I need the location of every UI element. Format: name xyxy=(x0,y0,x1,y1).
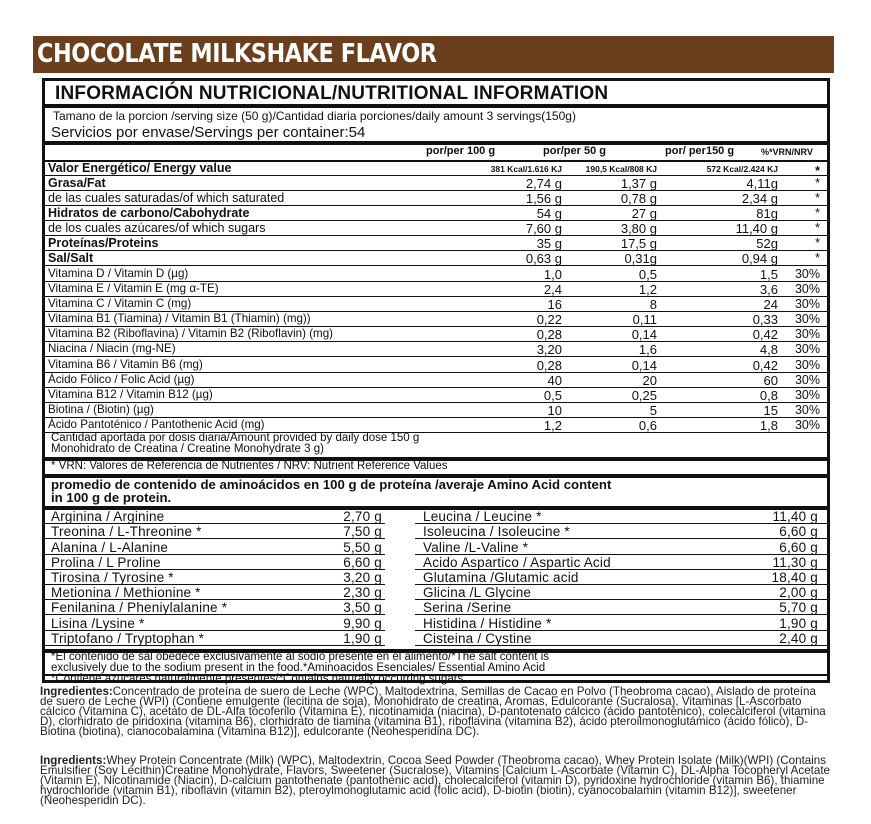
nutrient-per-100g: 0,28 xyxy=(536,327,562,342)
nutrient-per-100g: 3,20 xyxy=(536,342,562,357)
nutrient-label: Ácido Fólico / Folic Acid (µg) xyxy=(48,373,195,386)
nutrient-vrn: * xyxy=(815,176,820,190)
amino-value-right: 5,70 g xyxy=(779,600,818,615)
nutrient-vrn: * xyxy=(815,164,820,178)
nutrient-per-100g: 381 Kcal/1.616 KJ xyxy=(490,164,562,174)
nutrient-label: Grasa/Fat xyxy=(48,176,106,190)
amino-row xyxy=(48,616,824,631)
nutrient-per-150g: 1,5 xyxy=(759,267,778,282)
amino-value-left: 2,70 g xyxy=(343,509,382,524)
nutrient-vrn: 30% xyxy=(794,388,820,402)
amino-name-right: Glutamina /Glutamic acid xyxy=(423,570,579,585)
amino-name-left: Triptofano / Tryptophan * xyxy=(51,631,205,646)
amino-row xyxy=(48,585,824,600)
nutrient-per-100g: 0,22 xyxy=(536,312,562,327)
nutrient-per-50g: 17,5 g xyxy=(620,236,657,251)
salt-note-cont: exclusively due to the sodium present in the food.*Aminoacidos Esenciales/ Essential Amino Acid xyxy=(51,662,546,674)
nutrient-label: Biotina / (Biotin) (µg) xyxy=(48,403,154,416)
nutrient-per-150g: 0,33 xyxy=(752,312,778,327)
nutrient-per-50g: 0,78 g xyxy=(620,191,657,206)
nutrient-row xyxy=(48,358,824,373)
ingredients-en xyxy=(40,756,832,806)
nutrient-row xyxy=(48,221,824,236)
row-divider xyxy=(45,645,385,646)
nutrient-vrn: 30% xyxy=(794,312,820,326)
nutrient-per-100g: 35 g xyxy=(536,236,562,251)
amino-name-left: Fenilanina / Pheniylalanine * xyxy=(51,600,228,615)
nutrient-row xyxy=(48,251,824,266)
row-divider xyxy=(415,614,827,615)
header-vrn: %*VRN/NRV xyxy=(761,147,813,157)
header-per-50g: por/per 50 g xyxy=(543,145,606,157)
nutrient-per-50g: 1,2 xyxy=(638,282,657,297)
nutrient-per-150g: 2,34 g xyxy=(741,191,778,206)
nutrient-per-50g: 190,5 Kcal/808 KJ xyxy=(585,164,657,174)
amino-header-cont: in 100 g de protein. xyxy=(51,490,172,505)
amino-row xyxy=(48,570,824,585)
nutrient-per-50g: 0,25 xyxy=(631,388,657,403)
nutrient-per-100g: 1,2 xyxy=(543,418,562,433)
nutrient-row xyxy=(48,342,824,357)
nutrient-label: de las cuales saturadas/of which saturated xyxy=(48,191,285,205)
nutrient-vrn: * xyxy=(815,206,820,220)
nutrient-per-150g: 15 xyxy=(763,403,778,418)
nutrient-per-50g: 5 xyxy=(649,403,657,418)
nutrient-row xyxy=(48,312,824,327)
nutrient-label: Ácido Pantoténico / Pantothenic Acid (mg) xyxy=(48,418,265,431)
amino-name-right: Isoleucina / Isoleucine * xyxy=(423,524,570,539)
salt-note: *El contenido de sal obedece exclusivamente al sodio presente en el alimento/*The salt content is xyxy=(51,651,549,663)
nutrient-label: Vitamina B2 (Riboflavina) / Vitamin B2 (Riboflavin) (mg) xyxy=(48,327,334,340)
panel-title: INFORMACIÓN NUTRICIONAL/NUTRITIONAL INFORMATION xyxy=(55,83,609,104)
nutrient-label: Vitamina D / Vitamin D (µg) xyxy=(48,267,189,280)
amino-row xyxy=(48,509,824,524)
flavor-banner xyxy=(33,36,834,73)
amino-name-left: Prolina / L Proline xyxy=(51,555,161,570)
nutrient-per-50g: 3,80 g xyxy=(620,221,657,236)
amino-value-left: 7,50 g xyxy=(343,524,382,539)
flavor-title: CHOCOLATE MILKSHAKE FLAVOR xyxy=(37,39,437,69)
amino-row xyxy=(48,540,824,555)
nutrient-per-150g: 81g xyxy=(756,206,778,221)
sugar-note: *Contiene azucares naturalmente presentes/*Contains naturally occurring sugars xyxy=(51,673,464,685)
row-divider xyxy=(415,538,827,539)
amino-value-right: 6,60 g xyxy=(779,540,818,555)
amino-value-left: 9,90 g xyxy=(343,616,382,631)
amino-name-right: Valine /L-Valine * xyxy=(423,540,529,555)
nutrient-per-150g: 24 xyxy=(763,297,778,312)
nutrient-label: Vitamina B1 (Tiamina) / Vitamin B1 (Thiamin) (mg)) xyxy=(48,312,311,325)
amino-value-left: 3,50 g xyxy=(343,600,382,615)
nutrient-per-100g: 16 xyxy=(547,297,562,312)
nutrition-panel xyxy=(42,78,830,683)
nutrient-row xyxy=(48,161,824,176)
amino-row xyxy=(48,555,824,570)
nutrient-vrn: * xyxy=(815,236,820,250)
header-per-150g: por/ per150 g xyxy=(665,145,735,157)
nutrient-per-100g: 1,0 xyxy=(543,267,562,282)
amino-row xyxy=(48,524,824,539)
nutrient-vrn: 30% xyxy=(794,297,820,311)
ingredients-en-text: Whey Protein Concentrate (Milk) (WPC), Maltodextrin, Cocoa Seed Powder (Theobroma cacao), Whey Protein Isolate (Milk)(WPI) (Contains Emulsifier (Soy Lecithin)Creatine Monohydrate, Flavors, Sweetener (Sucralose), Vitamins [Calcium L-Ascorbate (Vitamin C), DL-Alpha Tocopheryl Acetate (Vitamin E), Nicotinamide (Niacin), D-calcium pantothenate (pantothenic acid), cholecalciferol (vitamin D), pyridoxine hydrochloride (vitamin B6), thiamine hydrochloride (vitamin B1), riboflavin (vitamin B2), pteroylmonoglutamic acid (folic acid), D-biotin (biotin), cyanocobalamin (vitamin B12)], sweetener (Neohesperidin DC). xyxy=(40,754,830,807)
serving-size: Tamano de la porcion /serving size (50 g)/Cantidad diaria porciones/daily amount 3 servings(150g) xyxy=(53,109,576,123)
nutrient-row xyxy=(48,297,824,312)
nutrient-row xyxy=(48,327,824,342)
row-divider xyxy=(45,265,827,266)
nutrient-per-100g: 1,56 g xyxy=(525,191,562,206)
ingredients-es-label: Ingredientes: xyxy=(40,685,113,698)
nutrient-per-150g: 0,42 xyxy=(752,358,778,373)
nutrient-per-50g: 0,6 xyxy=(638,418,657,433)
nutrient-per-100g: 0,5 xyxy=(543,388,562,403)
amino-name-right: Acido Aspartico / Aspartic Acid xyxy=(423,555,611,570)
nutrient-label: Vitamina C / Vitamin C (mg) xyxy=(48,297,192,310)
nutrient-label: Hidratos de carbono/Cabohydrate xyxy=(48,206,250,220)
nutrient-label: Vitamina B6 / Vitamin B6 (mg) xyxy=(48,358,203,371)
nutrient-per-100g: 54 g xyxy=(536,206,562,221)
row-divider xyxy=(45,538,385,539)
nutrient-per-50g: 27 g xyxy=(631,206,657,221)
nutrient-row xyxy=(48,388,824,403)
nutrient-per-50g: 1,6 xyxy=(638,342,657,357)
nutrient-vrn: 30% xyxy=(794,418,820,432)
amino-value-right: 1,90 g xyxy=(779,616,818,631)
nutrient-row xyxy=(48,176,824,191)
nutrient-label: Vitamina B12 / Vitamin B12 (µg) xyxy=(48,388,213,401)
nutrient-per-50g: 20 xyxy=(642,373,657,388)
amino-name-left: Alanina / L-Alanine xyxy=(51,540,169,555)
servings-per-container: Servicios por envase/Servings per container:54 xyxy=(51,124,366,141)
nutrient-vrn: * xyxy=(815,251,820,265)
amino-value-right: 18,40 g xyxy=(771,570,818,585)
nutrient-per-50g: 0,31g xyxy=(624,251,657,266)
nutrient-label: Valor Energético/ Energy value xyxy=(48,161,232,175)
divider xyxy=(45,104,827,108)
nutrient-vrn: 30% xyxy=(794,327,820,341)
nutrient-label: de los cuales azúcares/of which sugars xyxy=(48,221,266,235)
amino-value-left: 1,90 g xyxy=(343,631,382,646)
nutrient-vrn: 30% xyxy=(794,342,820,356)
nutrient-per-50g: 0,11 xyxy=(632,312,657,327)
row-divider xyxy=(415,645,827,646)
nutrient-per-150g: 11,40 g xyxy=(735,221,778,236)
nutrient-per-100g: 2,74 g xyxy=(525,176,562,191)
amino-value-left: 2,30 g xyxy=(343,585,382,600)
nutrient-label: Niacina / Niacin (mg-NE) xyxy=(48,342,176,355)
amino-value-right: 2,40 g xyxy=(779,631,818,646)
nutrient-per-150g: 4,8 xyxy=(759,342,778,357)
creatine-note: Monohidrato de Creatina / Creatine Monohydrate 3 g) xyxy=(51,443,324,455)
nutrient-per-150g: 4,11g xyxy=(746,176,778,191)
amino-name-left: Treonina / L-Threonine * xyxy=(51,524,202,539)
amino-name-right: Leucina / Leucine * xyxy=(423,509,542,524)
nutrient-row xyxy=(48,236,824,251)
ingredients-en-label: Ingredients: xyxy=(40,754,107,767)
amino-value-right: 6,60 g xyxy=(779,524,818,539)
row-divider xyxy=(45,356,827,357)
amino-name-right: Glicina /L Glycine xyxy=(423,585,532,600)
nutrient-vrn: 30% xyxy=(794,282,820,296)
amino-name-right: Cisteina / Cystine xyxy=(423,631,532,646)
nutrient-per-100g: 0,28 xyxy=(536,358,562,373)
nutrient-vrn: 30% xyxy=(794,373,820,387)
ingredients-es-text: Concentrado de proteína de suero de Leche (WPC), Maltodextrina, Semillas de Cacao en Polvo (Theobroma cacao), Aislado de proteína de suero de Leche (WPI) (Contiene emulgente (lecitina de soja), Monohidrato de creatina, Aromas, Edulcorante (Sucralosa), Vitaminas [L-Ascorbato cálcico (Vitamina C), acetato de DL-Alfa tocoferilo (Vitamina E), nicotinamida (niacina), D-pantotenato cálcico (ácido pantoténico), colecalciferol (vitamina D), clorhidrato de piridoxina (vitamina B6), clorhidrato de tiamina (vitamina B1), riboflavina (vitamina B2), ácido pteroilmonoglutámico (ácido fólico), D-Biotina (biotina), cianocobalamina (Vitamina B12)], edulcorante (Neohesperidina DC). xyxy=(40,685,826,738)
nutrient-per-50g: 0,5 xyxy=(638,267,657,282)
amino-name-right: Serina /Serine xyxy=(423,600,512,615)
amino-value-left: 3,20 g xyxy=(343,570,382,585)
ingredients-es xyxy=(40,687,832,737)
vrn-note: * VRN: Valores de Referencia de Nutrientes / NRV: Nutrient Reference Values xyxy=(51,460,448,472)
nutrient-vrn: * xyxy=(815,221,820,235)
amino-name-left: Arginina / Arginine xyxy=(51,509,165,524)
nutrient-row xyxy=(48,373,824,388)
amino-value-right: 11,30 g xyxy=(772,555,818,570)
nutrient-per-50g: 0,14 xyxy=(631,358,657,373)
nutrient-per-100g: 2,4 xyxy=(543,282,562,297)
nutrient-vrn: 30% xyxy=(794,358,820,372)
nutrient-vrn: 30% xyxy=(794,267,820,281)
amino-value-left: 6,60 g xyxy=(343,555,382,570)
nutrient-row xyxy=(48,206,824,221)
nutrient-per-100g: 10 xyxy=(547,403,562,418)
nutrient-per-150g: 60 xyxy=(763,373,778,388)
amino-name-left: Metionina / Methionine * xyxy=(51,585,201,600)
nutrient-vrn: * xyxy=(815,191,820,205)
nutrient-per-100g: 40 xyxy=(547,373,562,388)
nutrient-per-50g: 0,14 xyxy=(631,327,657,342)
nutrient-per-150g: 0,8 xyxy=(759,388,778,403)
nutrient-per-150g: 0,94 g xyxy=(741,251,778,266)
nutrient-per-150g: 3,6 xyxy=(759,282,778,297)
dose-note: Cantidad aportada por dosis diaria/Amount provided by daily dose 150 g xyxy=(51,432,420,444)
nutrient-row xyxy=(48,403,824,418)
nutrient-row xyxy=(48,282,824,297)
nutrient-per-100g: 0,63 g xyxy=(525,251,562,266)
nutrient-label: Proteínas/Proteins xyxy=(48,236,159,250)
amino-value-left: 5,50 g xyxy=(343,540,382,555)
nutrient-label: Vitamina E / Vitamin E (mg α-TE) xyxy=(48,282,219,295)
row-divider xyxy=(45,614,385,615)
header-per-100g: por/per 100 g xyxy=(426,145,496,157)
amino-value-right: 11,40 g xyxy=(772,509,818,524)
nutrient-row xyxy=(48,267,824,282)
nutrient-per-50g: 1,37 g xyxy=(620,176,657,191)
nutrient-per-150g: 0,42 xyxy=(752,327,778,342)
amino-row xyxy=(48,600,824,615)
amino-row xyxy=(48,631,824,646)
amino-name-left: Lisina /Lysine * xyxy=(51,616,145,631)
amino-header: promedio de contenido de aminoácidos en 100 g de proteína /averaje Amino Acid content xyxy=(51,477,612,492)
nutrient-label: Sal/Salt xyxy=(48,251,94,265)
amino-name-right: Histidina / Histidine * xyxy=(423,616,552,631)
amino-name-left: Tirosina / Tyrosine * xyxy=(51,570,174,585)
nutrient-per-100g: 7,60 g xyxy=(525,221,562,236)
nutrient-vrn: 30% xyxy=(794,403,820,417)
nutrient-row xyxy=(48,418,824,433)
nutrient-per-150g: 1,8 xyxy=(759,418,778,433)
nutrient-per-150g: 52g xyxy=(756,236,778,251)
amino-value-right: 2,00 g xyxy=(779,585,818,600)
nutrient-per-50g: 8 xyxy=(649,297,657,312)
nutrient-per-150g: 572 Kcal/2.424 KJ xyxy=(706,164,778,174)
nutrient-row xyxy=(48,191,824,206)
